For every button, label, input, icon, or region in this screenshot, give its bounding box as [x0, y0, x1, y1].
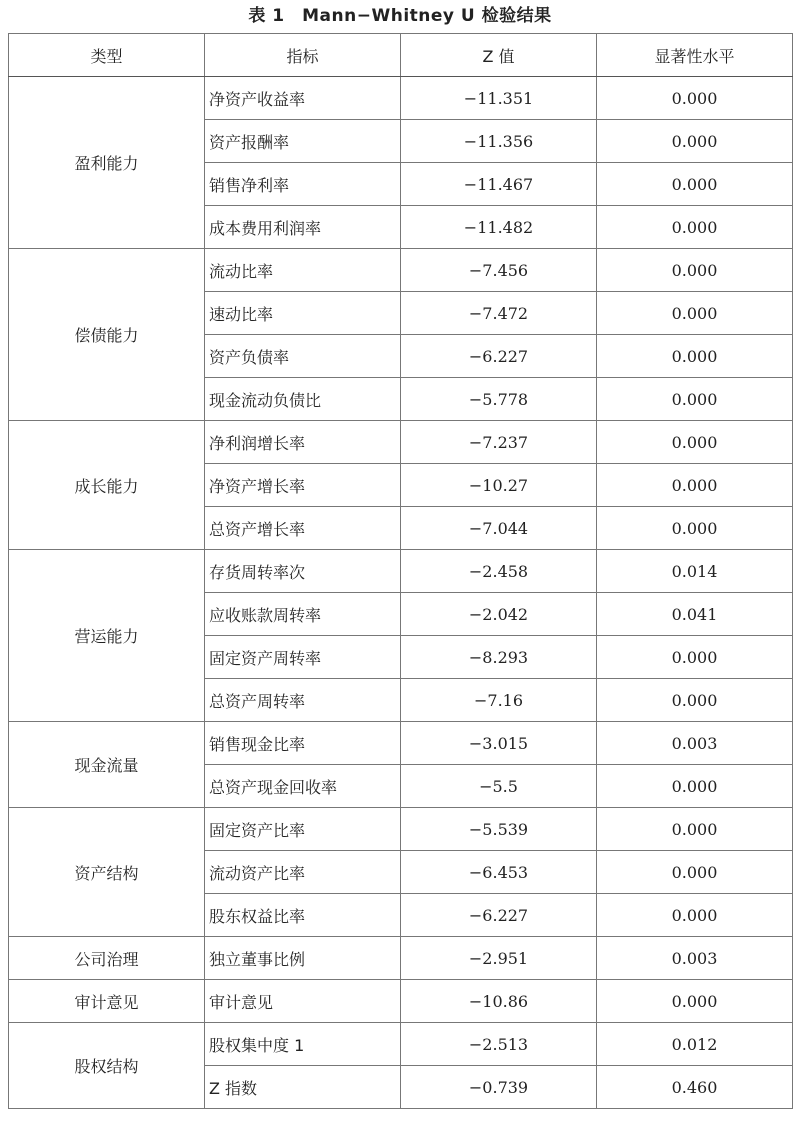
header-indicator: 指标 [205, 34, 401, 77]
indicator-cell: 总资产周转率 [205, 679, 401, 722]
z-value-cell: −2.042 [401, 593, 597, 636]
mann-whitney-table [8, 33, 793, 1109]
indicator-cell: 股权集中度 1 [205, 1023, 401, 1066]
z-value-cell: −11.467 [401, 163, 597, 206]
significance-cell: 0.000 [597, 421, 793, 464]
z-value-cell: −7.044 [401, 507, 597, 550]
category-cell: 营运能力 [9, 550, 205, 722]
significance-cell: 0.000 [597, 464, 793, 507]
z-value-cell: −7.16 [401, 679, 597, 722]
significance-cell: 0.000 [597, 851, 793, 894]
indicator-cell: 净资产收益率 [205, 77, 401, 120]
significance-cell: 0.041 [597, 593, 793, 636]
significance-cell: 0.000 [597, 808, 793, 851]
significance-cell: 0.000 [597, 77, 793, 120]
indicator-cell: 销售净利率 [205, 163, 401, 206]
significance-cell: 0.000 [597, 163, 793, 206]
indicator-cell: 固定资产周转率 [205, 636, 401, 679]
significance-cell: 0.000 [597, 120, 793, 163]
significance-cell: 0.014 [597, 550, 793, 593]
significance-cell: 0.003 [597, 722, 793, 765]
z-value-cell: −10.86 [401, 980, 597, 1023]
significance-cell: 0.460 [597, 1066, 793, 1109]
z-value-cell: −2.951 [401, 937, 597, 980]
table-row [9, 249, 793, 292]
indicator-cell: 总资产现金回收率 [205, 765, 401, 808]
indicator-cell: 独立董事比例 [205, 937, 401, 980]
significance-cell: 0.012 [597, 1023, 793, 1066]
significance-cell: 0.000 [597, 980, 793, 1023]
z-value-cell: −11.351 [401, 77, 597, 120]
significance-cell: 0.000 [597, 335, 793, 378]
indicator-cell: 资产报酬率 [205, 120, 401, 163]
indicator-cell: 流动比率 [205, 249, 401, 292]
indicator-cell: 总资产增长率 [205, 507, 401, 550]
significance-cell: 0.000 [597, 765, 793, 808]
z-value-cell: −7.472 [401, 292, 597, 335]
table-row [9, 550, 793, 593]
z-value-cell: −3.015 [401, 722, 597, 765]
header-row [9, 34, 793, 77]
table-row [9, 980, 793, 1023]
z-value-cell: −5.539 [401, 808, 597, 851]
category-cell: 股权结构 [9, 1023, 205, 1109]
header-z-value: Z 值 [401, 34, 597, 77]
z-value-cell: −7.456 [401, 249, 597, 292]
indicator-cell: 固定资产比率 [205, 808, 401, 851]
z-value-cell: −11.482 [401, 206, 597, 249]
header-type: 类型 [9, 34, 205, 77]
indicator-cell: 净利润增长率 [205, 421, 401, 464]
category-cell: 审计意见 [9, 980, 205, 1023]
significance-cell: 0.000 [597, 206, 793, 249]
indicator-cell: Z 指数 [205, 1066, 401, 1109]
category-cell: 盈利能力 [9, 77, 205, 249]
indicator-cell: 审计意见 [205, 980, 401, 1023]
significance-cell: 0.000 [597, 249, 793, 292]
significance-cell: 0.000 [597, 507, 793, 550]
z-value-cell: −11.356 [401, 120, 597, 163]
table-row [9, 722, 793, 765]
category-cell: 资产结构 [9, 808, 205, 937]
table-body [9, 77, 793, 1109]
category-cell: 公司治理 [9, 937, 205, 980]
indicator-cell: 资产负债率 [205, 335, 401, 378]
header-significance: 显著性水平 [597, 34, 793, 77]
table-row [9, 421, 793, 464]
indicator-cell: 存货周转率次 [205, 550, 401, 593]
category-cell: 成长能力 [9, 421, 205, 550]
z-value-cell: −6.227 [401, 335, 597, 378]
indicator-cell: 速动比率 [205, 292, 401, 335]
z-value-cell: −6.453 [401, 851, 597, 894]
indicator-cell: 成本费用利润率 [205, 206, 401, 249]
z-value-cell: −10.27 [401, 464, 597, 507]
significance-cell: 0.000 [597, 292, 793, 335]
indicator-cell: 流动资产比率 [205, 851, 401, 894]
table-caption: 表 1 Mann−Whitney U 检验结果 [248, 6, 552, 26]
table-row [9, 1023, 793, 1066]
z-value-cell: −2.513 [401, 1023, 597, 1066]
significance-cell: 0.000 [597, 679, 793, 722]
indicator-cell: 股东权益比率 [205, 894, 401, 937]
significance-cell: 0.000 [597, 894, 793, 937]
indicator-cell: 应收账款周转率 [205, 593, 401, 636]
z-value-cell: −0.739 [401, 1066, 597, 1109]
table-row [9, 808, 793, 851]
z-value-cell: −8.293 [401, 636, 597, 679]
category-cell: 现金流量 [9, 722, 205, 808]
table-row [9, 77, 793, 120]
z-value-cell: −7.237 [401, 421, 597, 464]
indicator-cell: 销售现金比率 [205, 722, 401, 765]
significance-cell: 0.003 [597, 937, 793, 980]
category-cell: 偿债能力 [9, 249, 205, 421]
table-row [9, 937, 793, 980]
z-value-cell: −5.778 [401, 378, 597, 421]
z-value-cell: −6.227 [401, 894, 597, 937]
indicator-cell: 现金流动负债比 [205, 378, 401, 421]
z-value-cell: −5.5 [401, 765, 597, 808]
indicator-cell: 净资产增长率 [205, 464, 401, 507]
z-value-cell: −2.458 [401, 550, 597, 593]
significance-cell: 0.000 [597, 378, 793, 421]
significance-cell: 0.000 [597, 636, 793, 679]
